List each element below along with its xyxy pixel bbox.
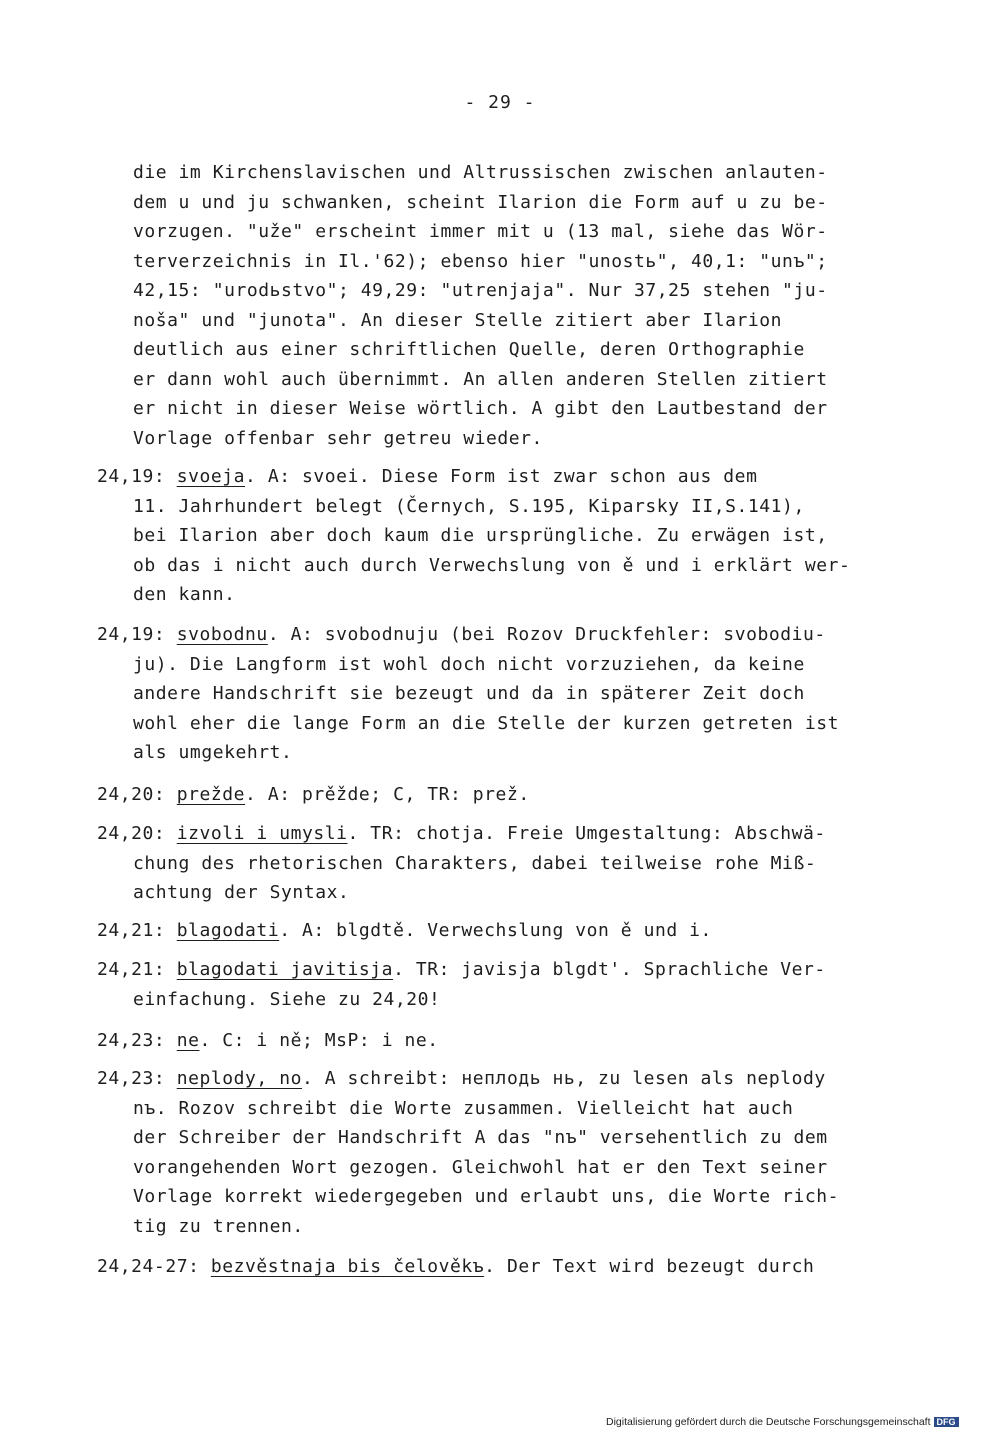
entry-head xyxy=(97,1026,877,1056)
entry-text: . A: prěžde; C, TR: prež. xyxy=(245,784,530,805)
entry-line: ob das i nicht auch durch Verwechslung von ě und i erklärt wer- xyxy=(133,554,851,576)
text-line: die im Kirchenslavischen und Altrussischen zwischen anlauten- xyxy=(133,162,828,183)
entry-line: ju). Die Langform ist wohl doch nicht vorzuziehen, da keine xyxy=(133,653,805,675)
entry-ref: 24,23: xyxy=(97,1068,166,1089)
entry-text: . Der Text wird bezeugt durch xyxy=(484,1256,815,1277)
entry-line: als umgekehrt. xyxy=(133,742,293,763)
entry-ref: 24,19: xyxy=(97,624,166,645)
entry-line: den kann. xyxy=(133,584,236,605)
text-line: Vorlage offenbar sehr getreu wieder. xyxy=(133,427,543,449)
commentary-entry xyxy=(97,620,877,768)
text-line: er nicht in dieser Weise wörtlich. A gibt den Lautbestand der xyxy=(133,398,828,419)
entry-line: nъ. Rozov schreibt die Worte zusammen. Vielleicht hat auch xyxy=(133,1097,794,1119)
entry-head xyxy=(97,916,877,946)
entry-head xyxy=(97,1252,877,1282)
entry-line: vorangehenden Wort gezogen. Gleichwohl hat er den Text seiner xyxy=(133,1156,828,1178)
text-line: er dann wohl auch übernimmt. An allen anderen Stellen zitiert xyxy=(133,368,828,390)
entry-line: tig zu trennen. xyxy=(133,1215,304,1237)
text-line: dem u und ju schwanken, scheint Ilarion die Form auf u zu be- xyxy=(133,191,828,213)
entry-head xyxy=(97,462,877,492)
entry-line: chung des rhetorischen Charakters, dabei teilweise rohe Miß- xyxy=(133,852,817,874)
entry-line: einfachung. Siehe zu 24,20! xyxy=(133,988,441,1010)
text-line: terverzeichnis in Il.'62); ebenso hier "unostь", 40,1: "unъ"; xyxy=(133,250,828,272)
entry-lemma: blagodati javitisja xyxy=(176,959,394,980)
text-line: deutlich aus einer schriftlichen Quelle, deren Orthographie xyxy=(133,339,805,360)
entry-text: . TR: javisja blgdt'. Sprachliche Ver- xyxy=(393,959,826,980)
entry-ref: 24,21: xyxy=(97,920,166,941)
commentary-entry xyxy=(97,1026,877,1056)
entry-ref: 24,20: xyxy=(97,823,166,844)
entry-text: . A: blgdtě. Verwechslung von ě und i. xyxy=(279,920,712,941)
commentary-entry xyxy=(97,955,877,1014)
entry-lemma: bezvěstnaja bis čelověkъ xyxy=(210,1256,485,1277)
entry-head xyxy=(97,819,877,849)
commentary-entry xyxy=(97,462,877,610)
entry-ref: 24,23: xyxy=(97,1030,166,1051)
entry-lemma: svobodnu xyxy=(176,624,268,645)
commentary-entry xyxy=(97,819,877,908)
entry-lemma: blagodati xyxy=(176,920,280,941)
entry-head xyxy=(97,955,877,985)
entry-head xyxy=(97,1064,877,1094)
text-line: 42,15: "urodьstvo"; 49,29: "utrenjaja". Nur 37,25 stehen "ju- xyxy=(133,280,828,301)
entry-line: wohl eher die lange Form an die Stelle der kurzen getreten ist xyxy=(133,712,839,734)
commentary-entry xyxy=(97,1252,877,1282)
intro-paragraph xyxy=(133,158,873,453)
entry-line: achtung der Syntax. xyxy=(133,882,350,903)
entry-ref: 24,20: xyxy=(97,784,166,805)
footer-text: Digitalisierung gefördert durch die Deutsche Forschungsgemeinschaft xyxy=(606,1416,931,1428)
entry-lemma: svoeja xyxy=(176,466,246,487)
commentary-entry xyxy=(97,916,877,946)
entry-ref: 24,21: xyxy=(97,959,166,980)
entry-lemma: ne xyxy=(176,1030,200,1051)
entry-line: Vorlage korrekt wiedergegeben und erlaubt uns, die Worte rich- xyxy=(133,1186,839,1207)
entry-head xyxy=(97,780,877,810)
entry-lemma: neplody, no xyxy=(176,1068,302,1089)
entry-head xyxy=(97,620,877,650)
entry-line: andere Handschrift sie bezeugt und da in späterer Zeit doch xyxy=(133,683,805,704)
text-line: noša" und "junota". An dieser Stelle zitiert aber Ilarion xyxy=(133,309,783,331)
page-number: - 29 - xyxy=(464,92,536,113)
entry-lemma: prežde xyxy=(176,784,246,805)
entry-line: 11. Jahrhundert belegt (Černych, S.195, Kiparsky II,S.141), xyxy=(133,495,805,517)
entry-text: . A: svobodnuju (bei Rozov Druckfehler: svobodiu- xyxy=(267,624,826,645)
commentary-entry xyxy=(97,780,877,810)
entry-line: bei Ilarion aber doch kaum die ursprüngliche. Zu erwägen ist, xyxy=(133,525,828,546)
entry-text: . A: svoei. Diese Form ist zwar schon aus dem xyxy=(245,466,758,487)
commentary-entry xyxy=(97,1064,877,1241)
entry-line: der Schreiber der Handschrift A das "nъ" versehentlich zu dem xyxy=(133,1127,828,1148)
dfg-logo: DFG xyxy=(934,1417,959,1427)
entry-lemma: izvoli i umysli xyxy=(176,823,348,844)
entry-text: . TR: chotja. Freie Umgestaltung: Abschwä- xyxy=(347,823,826,844)
entry-ref: 24,19: xyxy=(97,466,166,487)
digitization-footer xyxy=(606,1416,959,1428)
text-line: vorzugen. "uže" erscheint immer mit u (13 mal, siehe das Wör- xyxy=(133,221,828,242)
entry-text: . A schreibt: неплодь нь, zu lesen als neplody xyxy=(301,1068,826,1089)
entry-ref: 24,24-27: xyxy=(97,1256,200,1277)
entry-text: . C: i ně; MsP: i ne. xyxy=(199,1030,439,1051)
